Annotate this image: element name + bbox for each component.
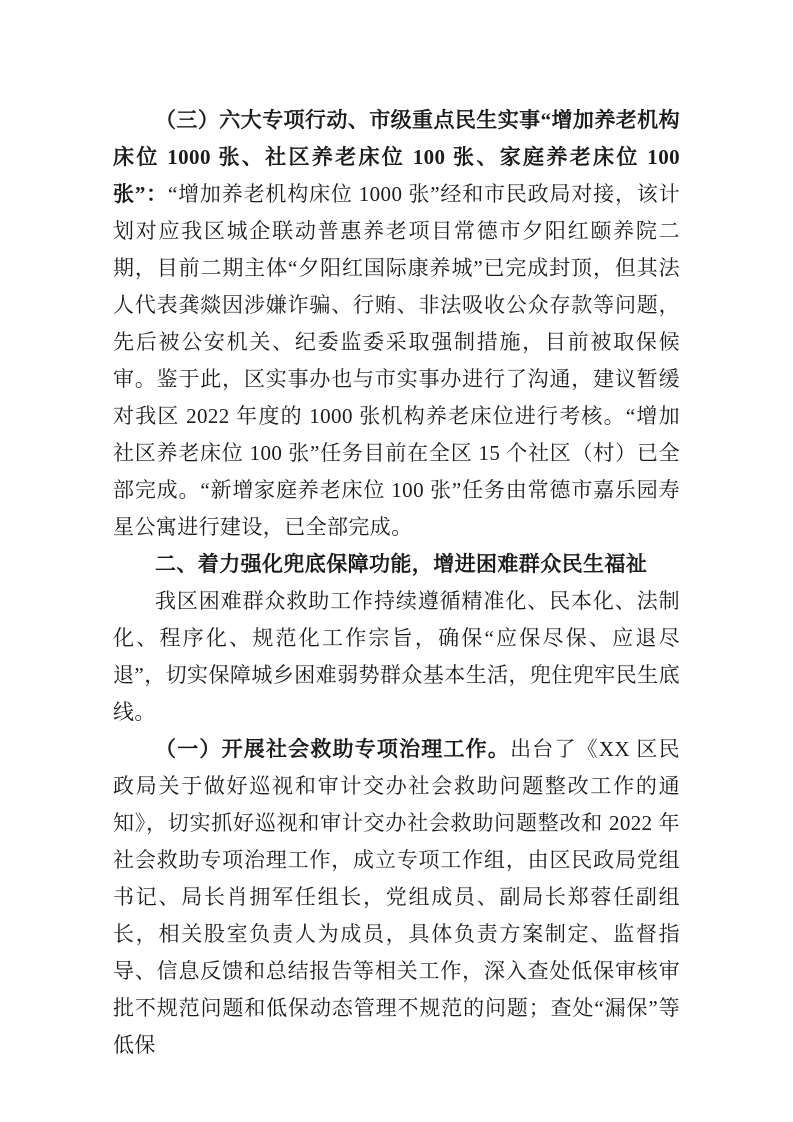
paragraph-assistance-overview: 我区困难群众救助工作持续遵循精准化、民本化、法制化、程序化、规范化工作宗旨，确保“应保尽保、应退尽退”，切实保障城乡困难弱势群众基本生活，兜住兜牢民生底线。 (113, 589, 680, 724)
paragraph-special-governance-body: 出台了《XX 区民政局关于做好巡视和审计交办社会救助问题整改工作的通知》，切实抓好巡视和审计交办社会救助问题整改和 2022 年社会救助专项治理工作，成立专项工作组，由区民政局党组书记、局长肖拥军任组长，党组成员、副局长郑蓉任副组长，相关股室负责人为成员，具体负责方案制定、监督指导、信息反馈和总结报告等相关工作，深入查处低保审核审批不规范问题和低保动态管理不规范的问题；查处“漏保”等低保 (113, 737, 680, 1057)
paragraph-elderly-care-lead: （三）六大专项行动、市级重点民生实事“增加养老机构床位 1000 张、社区养老床位 100 张、家庭养老床位 100 张”： (113, 108, 680, 206)
paragraph-elderly-care-projects (113, 102, 680, 546)
paragraph-elderly-care-body: “增加养老机构床位 1000 张”经和市民政局对接，该计划对应我区城企联动普惠养老项目常德市夕阳红颐养院二期，目前二期主体“夕阳红国际康养城”已完成封顶，但其法人代表龚燚因涉嫌诈骗、行贿、非法吸收公众存款等问题，先后被公安机关、纪委监委采取强制措施，目前被取保候审。鉴于此，区实事办也与市实事办进行了沟通，建议暂缓对我区 2022 年度的 1000 张机构养老床位进行考核。“增加社区养老床位 100 张”任务目前在全区 15 个社区（村）已全部完成。“新增家庭养老床位 100 张”任务由常德市嘉乐园寿星公寓进行建设，已全部完成。 (113, 182, 680, 539)
paragraph-special-governance-lead: （一）开展社会救助专项治理工作。 (155, 737, 511, 761)
document-content (113, 102, 680, 1064)
section-heading-bottomline-guarantee: 二、着力强化兜底保障功能，增进困难群众民生福祉 (155, 553, 648, 576)
paragraph-special-governance (113, 731, 680, 1064)
